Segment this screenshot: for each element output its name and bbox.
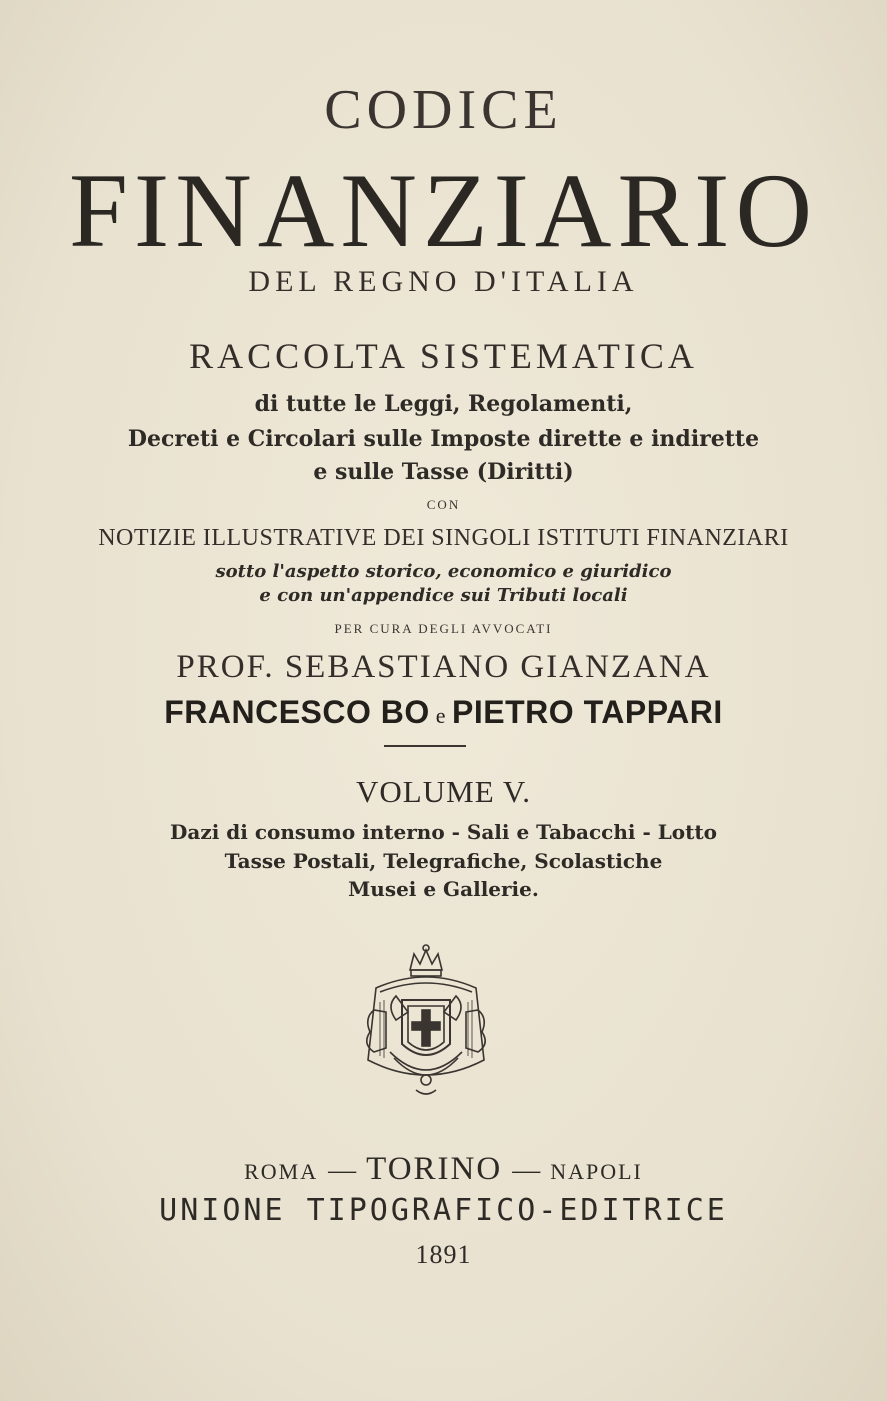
city-napoli: NAPOLI — [550, 1159, 643, 1184]
author-conjunction: e — [435, 703, 447, 728]
publisher-cities — [0, 1151, 887, 1188]
coat-of-arms-icon — [356, 940, 496, 1102]
publication-year: 1891 — [415, 1240, 472, 1269]
volume-contents-line: Tasse Postali, Telegrafiche, Scolastiche — [224, 849, 663, 873]
subtitle-line: di tutte le Leggi, Regolamenti, — [254, 391, 633, 417]
city-torino: TORINO — [366, 1151, 503, 1187]
italic-line: e con un'appendice sui Tributi locali — [259, 585, 628, 606]
dash-1: — — [328, 1155, 357, 1186]
author-name-2: PIETRO TAPPARI — [452, 694, 723, 730]
volume-label: VOLUME V. — [356, 774, 531, 809]
subtitle-heading: RACCOLTA SISTEMATICA — [189, 336, 698, 376]
volume-contents-line: Musei e Gallerie. — [348, 877, 539, 901]
con-label: CON — [426, 497, 461, 512]
italic-line: sotto l'aspetto storico, economico e giuridico — [215, 561, 672, 582]
title-regno: DEL REGNO D'ITALIA — [248, 265, 639, 298]
volume-contents-line: Dazi di consumo interno - Sali e Tabacchi - Lotto — [170, 820, 717, 844]
notizie-line: NOTIZIE ILLUSTRATIVE DEI SINGOLI ISTITUTI FINANZIARI — [98, 525, 789, 551]
city-roma: ROMA — [244, 1159, 319, 1184]
divider-rule — [384, 745, 466, 747]
authors-intro: PER CURA DEGLI AVVOCATI — [334, 621, 553, 636]
title-finanziario: FINANZIARIO — [68, 152, 819, 269]
author-prof: PROF. SEBASTIANO GIANZANA — [176, 649, 711, 685]
subtitle-line: e sulle Tasse (Diritti) — [313, 459, 574, 485]
title-codice: CODICE — [324, 79, 563, 141]
author-name-1: FRANCESCO BO — [164, 694, 430, 730]
publisher-name: UNIONE TIPOGRAFICO-EDITRICE — [159, 1193, 728, 1228]
subtitle-line: Decreti e Circolari sulle Imposte dirette e indirette — [127, 426, 760, 452]
dash-2: — — [512, 1155, 541, 1186]
author-names — [0, 694, 887, 731]
